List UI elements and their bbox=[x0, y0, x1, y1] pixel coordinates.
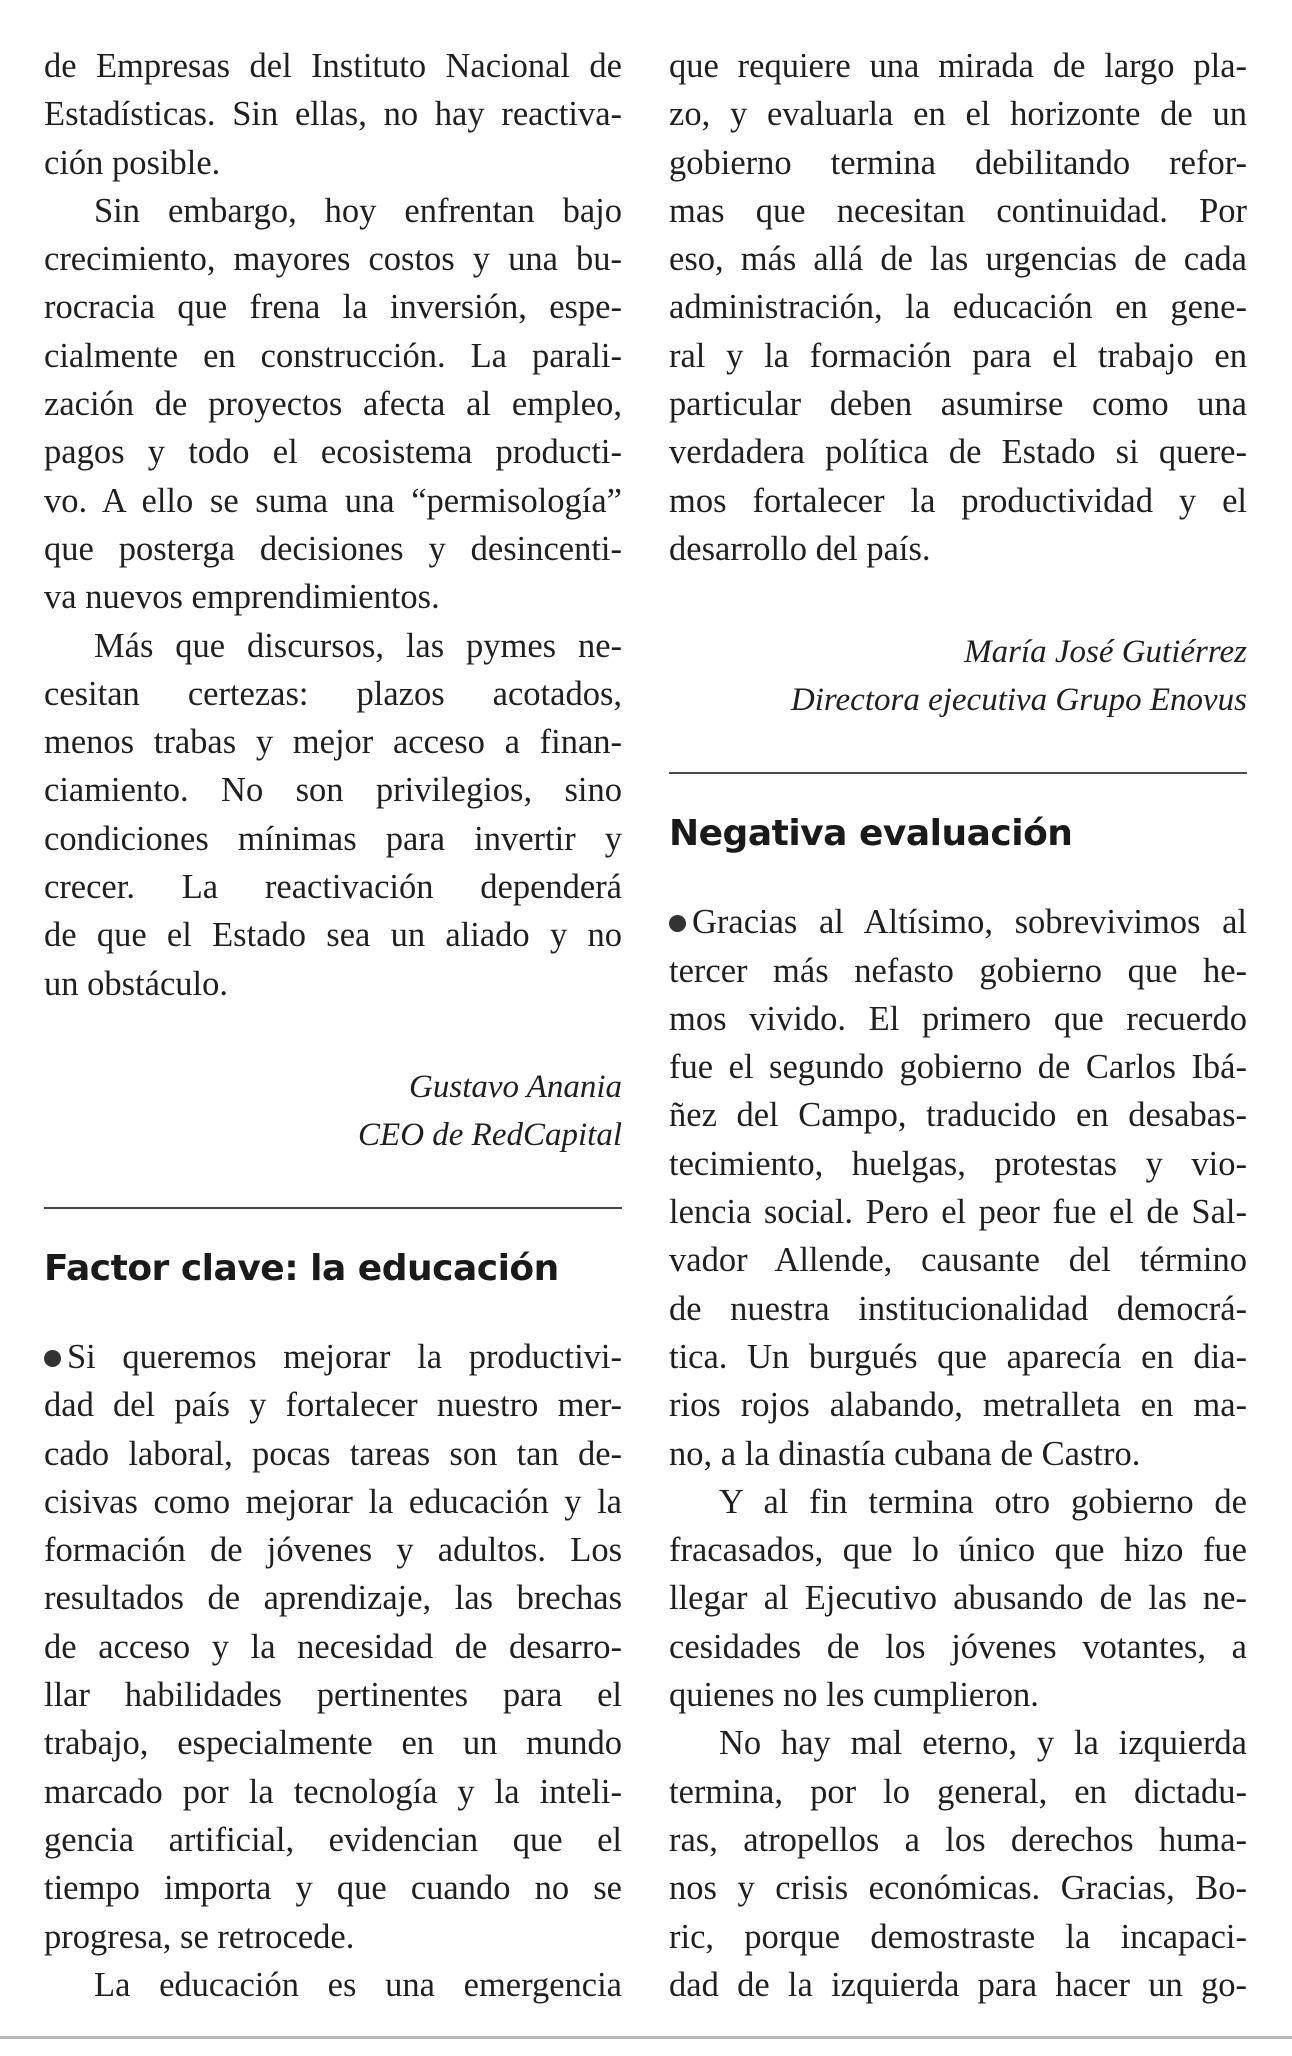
text-line: no, a la dinastía cubana de Castro. bbox=[669, 1434, 1141, 1473]
text-line: Y al fin termina otro gobierno de bbox=[719, 1482, 1247, 1521]
text-line: de acceso y la necesidad de desarro- bbox=[44, 1627, 622, 1666]
left-column bbox=[44, 42, 622, 2009]
text-fragment: Si queremos mejorar la productivi- bbox=[67, 1337, 622, 1376]
letter-3-paragraph-1 bbox=[669, 898, 1247, 1478]
text-line: fue el segundo gobierno de Carlos Ibá- bbox=[669, 1048, 1247, 1087]
text-line: La educación es una emergencia bbox=[94, 1965, 622, 2004]
text-line: que posterga decisiones y desincenti- bbox=[44, 529, 622, 568]
text-line: zación de proyectos afecta al empleo, bbox=[44, 385, 622, 424]
text-line: de Empresas del Instituto Nacional de bbox=[44, 47, 622, 85]
text-line: cesidades de los jóvenes votantes, a bbox=[669, 1627, 1247, 1666]
text-line: quienes no les cumplieron. bbox=[669, 1676, 1039, 1715]
spacer bbox=[44, 1008, 622, 1063]
signature-name: Gustavo Anania bbox=[409, 1068, 622, 1105]
text-line: gobierno termina debilitando refor- bbox=[669, 143, 1247, 182]
text-line: mos vivido. El primero que recuerdo bbox=[669, 999, 1247, 1038]
text-line: de nuestra institucionalidad democrá- bbox=[669, 1289, 1247, 1328]
spacer bbox=[44, 1209, 622, 1245]
text-line: vo. A ello se suma una “permisología” bbox=[44, 481, 622, 520]
letter-1-paragraph-3 bbox=[44, 622, 622, 1008]
spacer bbox=[669, 573, 1247, 628]
letter-1-paragraph-1 bbox=[44, 42, 622, 187]
text-line: zo, y evaluarla en el horizonte de un bbox=[669, 95, 1247, 134]
letter-3-paragraph-2 bbox=[669, 1478, 1247, 1719]
spacer bbox=[669, 724, 1247, 772]
text-line: menos trabas y mejor acceso a finan- bbox=[44, 723, 622, 762]
text-line: No hay mal eterno, y la izquierda bbox=[719, 1724, 1247, 1763]
letter-2-heading: Factor clave: la educación bbox=[44, 1247, 559, 1289]
text-line: fracasados, que lo único que hizo fue bbox=[669, 1531, 1247, 1570]
text-line: tecimiento, huelgas, protestas y vio- bbox=[669, 1144, 1247, 1183]
text-line: gencia artificial, evidencian que el bbox=[44, 1820, 622, 1859]
text-line: mas que necesitan continuidad. Por bbox=[669, 191, 1247, 230]
text-line: Estadísticas. Sin ellas, no hay reactiva- bbox=[44, 95, 622, 134]
text-line: de que el Estado sea un aliado y no bbox=[44, 916, 622, 955]
text-line: administración, la educación en gene- bbox=[669, 288, 1247, 327]
signature-name: María José Gutiérrez bbox=[964, 634, 1247, 671]
text-line: termina, por lo general, en dictadu- bbox=[669, 1772, 1247, 1811]
text-line: crecer. La reactivación dependerá bbox=[44, 868, 622, 907]
text-line: va nuevos emprendimientos. bbox=[44, 578, 440, 617]
signature-title: CEO de RedCapital bbox=[358, 1116, 622, 1153]
text-line: rios rojos alabando, metralleta en ma- bbox=[669, 1386, 1247, 1425]
text-line: tercer más nefasto gobierno que he- bbox=[669, 951, 1247, 990]
text-line bbox=[669, 898, 1247, 946]
text-line: un obstáculo. bbox=[44, 964, 228, 1003]
text-line: ric, porque demostraste la incapaci- bbox=[669, 1917, 1247, 1956]
text-line: ras, atropellos a los derechos huma- bbox=[669, 1820, 1247, 1859]
text-fragment: Gracias al Altísimo, sobrevivimos al bbox=[692, 903, 1247, 942]
text-line: dad del país y fortalecer nuestro mer- bbox=[44, 1386, 622, 1425]
text-line: llar habilidades pertinentes para el bbox=[44, 1676, 622, 1715]
text-line: progresa, se retrocede. bbox=[44, 1917, 355, 1956]
text-line: cesitan certezas: plazos acotados, bbox=[44, 674, 622, 713]
letter-1-paragraph-2 bbox=[44, 187, 622, 622]
text-line: cialmente en construcción. La parali- bbox=[44, 336, 622, 375]
signature-title: Directora ejecutiva Grupo Enovus bbox=[790, 682, 1247, 719]
letter-2-paragraph-2 bbox=[44, 1961, 622, 2009]
letter-3-heading: Negativa evaluación bbox=[669, 813, 1073, 855]
text-line bbox=[44, 1333, 622, 1381]
text-line: ción posible. bbox=[44, 143, 221, 182]
text-line: rocracia que frena la inversión, espe- bbox=[44, 288, 622, 327]
bullet-icon bbox=[669, 915, 686, 932]
text-line: marcado por la tecnología y la inteli- bbox=[44, 1772, 622, 1811]
text-line: desarrollo del país. bbox=[669, 529, 931, 568]
text-line: Sin embargo, hoy enfrentan bajo bbox=[94, 191, 622, 230]
letter-2-paragraph-1 bbox=[44, 1333, 622, 1961]
text-line: Más que discursos, las pymes ne- bbox=[94, 626, 622, 665]
text-line: particular deben asumirse como una bbox=[669, 385, 1247, 424]
text-line: lencia social. Pero el peor fue el de Sal- bbox=[669, 1193, 1247, 1232]
text-line: llegar al Ejecutivo abusando de las ne- bbox=[669, 1579, 1247, 1618]
spacer bbox=[44, 1293, 622, 1333]
text-line: mos fortalecer la productividad y el bbox=[669, 481, 1247, 520]
text-line: pagos y todo el ecosistema producti- bbox=[44, 433, 622, 472]
text-line: ral y la formación para el trabajo en bbox=[669, 336, 1247, 375]
letter-2-continuation bbox=[669, 42, 1247, 573]
text-line: ñez del Campo, traducido en desabas- bbox=[669, 1096, 1247, 1135]
text-line: dad de la izquierda para hacer un go- bbox=[669, 1965, 1247, 2004]
bullet-icon bbox=[44, 1350, 61, 1367]
page-bottom-edge bbox=[0, 2036, 1292, 2039]
text-line: crecimiento, mayores costos y una bu- bbox=[44, 240, 622, 279]
letter-3-paragraph-3 bbox=[669, 1719, 1247, 2009]
spacer bbox=[44, 1159, 622, 1207]
text-line: cisivas como mejorar la educación y la bbox=[44, 1482, 622, 1521]
spacer bbox=[669, 858, 1247, 898]
text-line: cado laboral, pocas tareas son tan de- bbox=[44, 1434, 622, 1473]
text-line: trabajo, especialmente en un mundo bbox=[44, 1724, 622, 1763]
text-line: verdadera política de Estado si quere- bbox=[669, 433, 1247, 472]
spacer bbox=[669, 774, 1247, 810]
text-line: tica. Un burgués que aparecía en dia- bbox=[669, 1337, 1247, 1376]
text-line: eso, más allá de las urgencias de cada bbox=[669, 240, 1247, 279]
text-line: resultados de aprendizaje, las brechas bbox=[44, 1579, 622, 1618]
right-column bbox=[669, 42, 1247, 2009]
text-line: ciamiento. No son privilegios, sino bbox=[44, 771, 622, 810]
text-line: nos y crisis económicas. Gracias, Bo- bbox=[669, 1869, 1247, 1908]
text-line: que requiere una mirada de largo pla- bbox=[669, 47, 1247, 85]
text-line: vador Allende, causante del término bbox=[669, 1241, 1247, 1280]
text-line: condiciones mínimas para invertir y bbox=[44, 819, 622, 858]
text-line: tiempo importa y que cuando no se bbox=[44, 1869, 622, 1908]
text-line: formación de jóvenes y adultos. Los bbox=[44, 1531, 622, 1570]
